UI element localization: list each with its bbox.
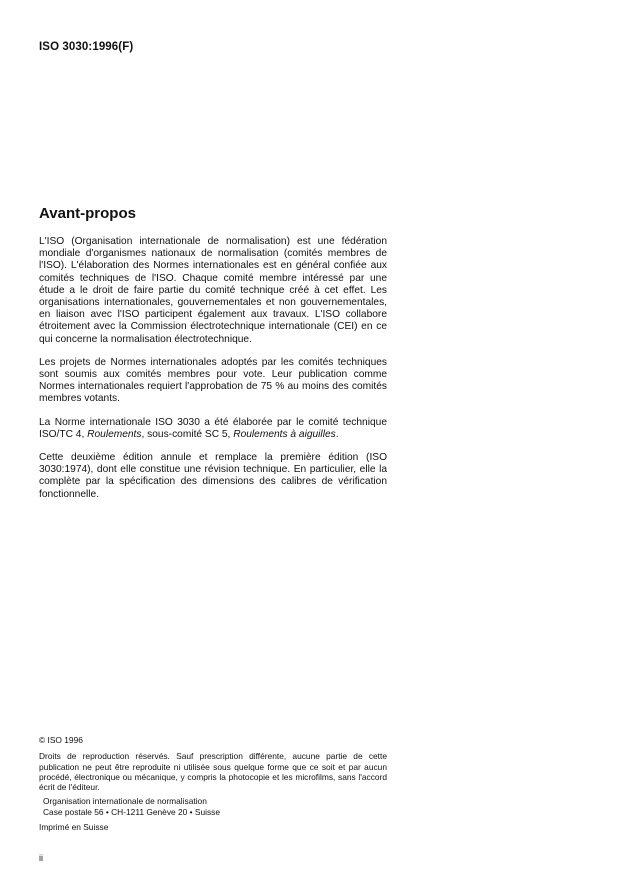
paragraph-iso-intro: L'ISO (Organisation internationale de normalisation) est une fédération mondiale d'organismes nationaux de normalisation (comités membres de l'ISO). L'élaboration des Normes internationales est en général confiée aux comités techniques de l'ISO. Chaque comité membre intéressé par une étude a le droit de faire partie du comité technique créé à cet effet. Les organisations internationales, gouvernementales et non gouvernementales, en liaison avec l'ISO participent également aux travaux. L'ISO collabore étroitement avec la Commission électrotechnique internationale (CEI) en ce qui concerne la normalisation électrotechnique.	[39, 236, 387, 345]
foreword-body	[39, 236, 387, 512]
publisher-org: Organisation internationale de normalisation	[43, 796, 207, 807]
page-number: ii	[39, 853, 43, 863]
paragraph-committee-text-2: , sous-comité SC 5,	[141, 428, 234, 440]
copyright-notice: © ISO 1996	[39, 735, 83, 745]
paragraph-committee	[39, 417, 387, 441]
paragraph-committee-text-3: .	[335, 428, 339, 440]
paragraph-committee-text-1: La Norme internationale ISO 3030 a été élaborée par le comité technique ISO/TC 4,	[39, 416, 387, 440]
paragraph-edition: Cette deuxième édition annule et remplace la première édition (ISO 3030:1974), dont elle constitue une révision technique. En particulier, elle la complète par la spécification des dimensions des calibres de vérification fonctionnelle.	[39, 452, 387, 500]
section-title: Avant-propos	[39, 205, 136, 222]
rights-statement: Droits de reproduction réservés. Sauf prescription différente, aucune partie de cette publication ne peut être reproduite ni utilisée sous quelque forme que ce soit et par aucun procédé, électronique ou mécanique, y compris la photocopie et les microfilms, sans l'accord écrit de l'éditeur.	[39, 751, 387, 793]
paragraph-voting: Les projets de Normes internationales adoptés par les comités techniques sont soumis aux comités membres pour vote. Leur publication comme Normes internationales requiert l'approbation de 75 % au moins des comités membres votants.	[39, 356, 387, 405]
printed-in: Imprimé en Suisse	[39, 822, 109, 833]
publisher-address	[39, 796, 387, 817]
subcommittee-name: Roulements à aiguilles	[233, 428, 336, 440]
publisher-postal: Case postale 56 • CH-1211 Genève 20 • Suisse	[43, 806, 221, 817]
committee-name: Roulements	[87, 428, 142, 440]
copyright-block	[39, 735, 387, 832]
document-code: ISO 3030:1996(F)	[39, 41, 134, 53]
